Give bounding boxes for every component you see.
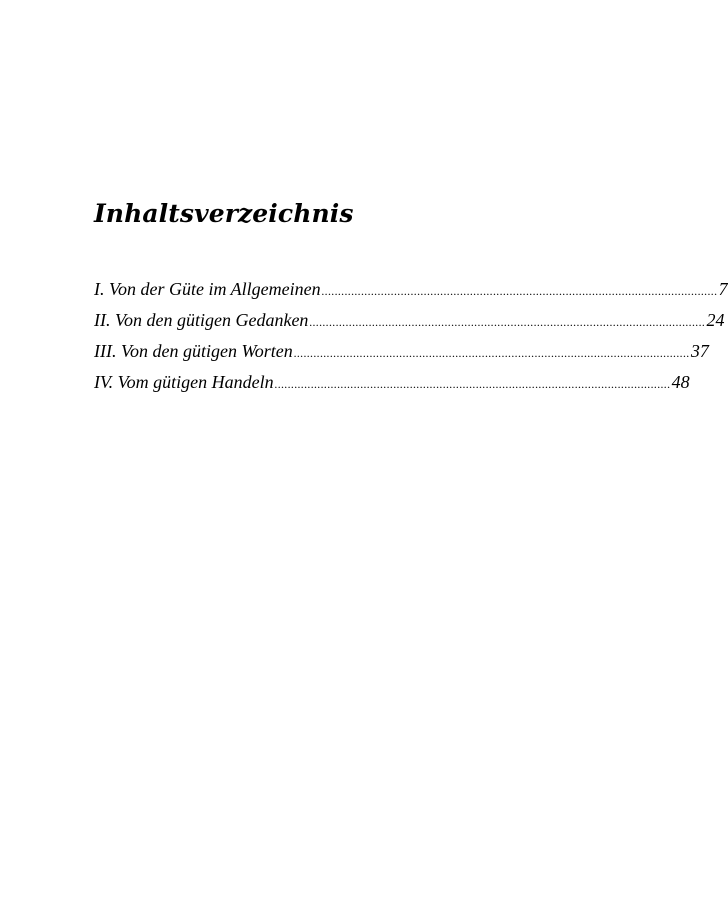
toc-entry-label: II. Von den gütigen Gedanken — [94, 310, 309, 330]
toc-entry — [94, 336, 709, 367]
toc-entry — [94, 367, 690, 398]
toc-leader-dots: ........................................................................................................................ — [321, 284, 718, 298]
toc-leader-dots: ........................................................................................................................ — [274, 377, 671, 391]
toc-title: Inhaltsverzeichnis — [94, 199, 354, 228]
toc-leader-dots: ........................................................................................................................ — [293, 346, 690, 360]
toc-entry-label: I. Von der Güte im Allgemeinen — [94, 279, 321, 299]
toc-entry-label: IV. Vom gütigen Handeln — [94, 372, 274, 392]
toc-leader-dots: ........................................................................................................................ — [309, 315, 706, 329]
toc-entry — [94, 305, 725, 336]
toc-entry-page: 7 — [718, 279, 728, 299]
toc-entry-label: III. Von den gütigen Worten — [94, 341, 293, 361]
toc-entry-page: 37 — [690, 341, 709, 361]
toc-entry-page: 24 — [706, 310, 725, 330]
toc-entry — [94, 274, 728, 305]
toc-list — [94, 274, 728, 398]
toc-entry-page: 48 — [671, 372, 690, 392]
